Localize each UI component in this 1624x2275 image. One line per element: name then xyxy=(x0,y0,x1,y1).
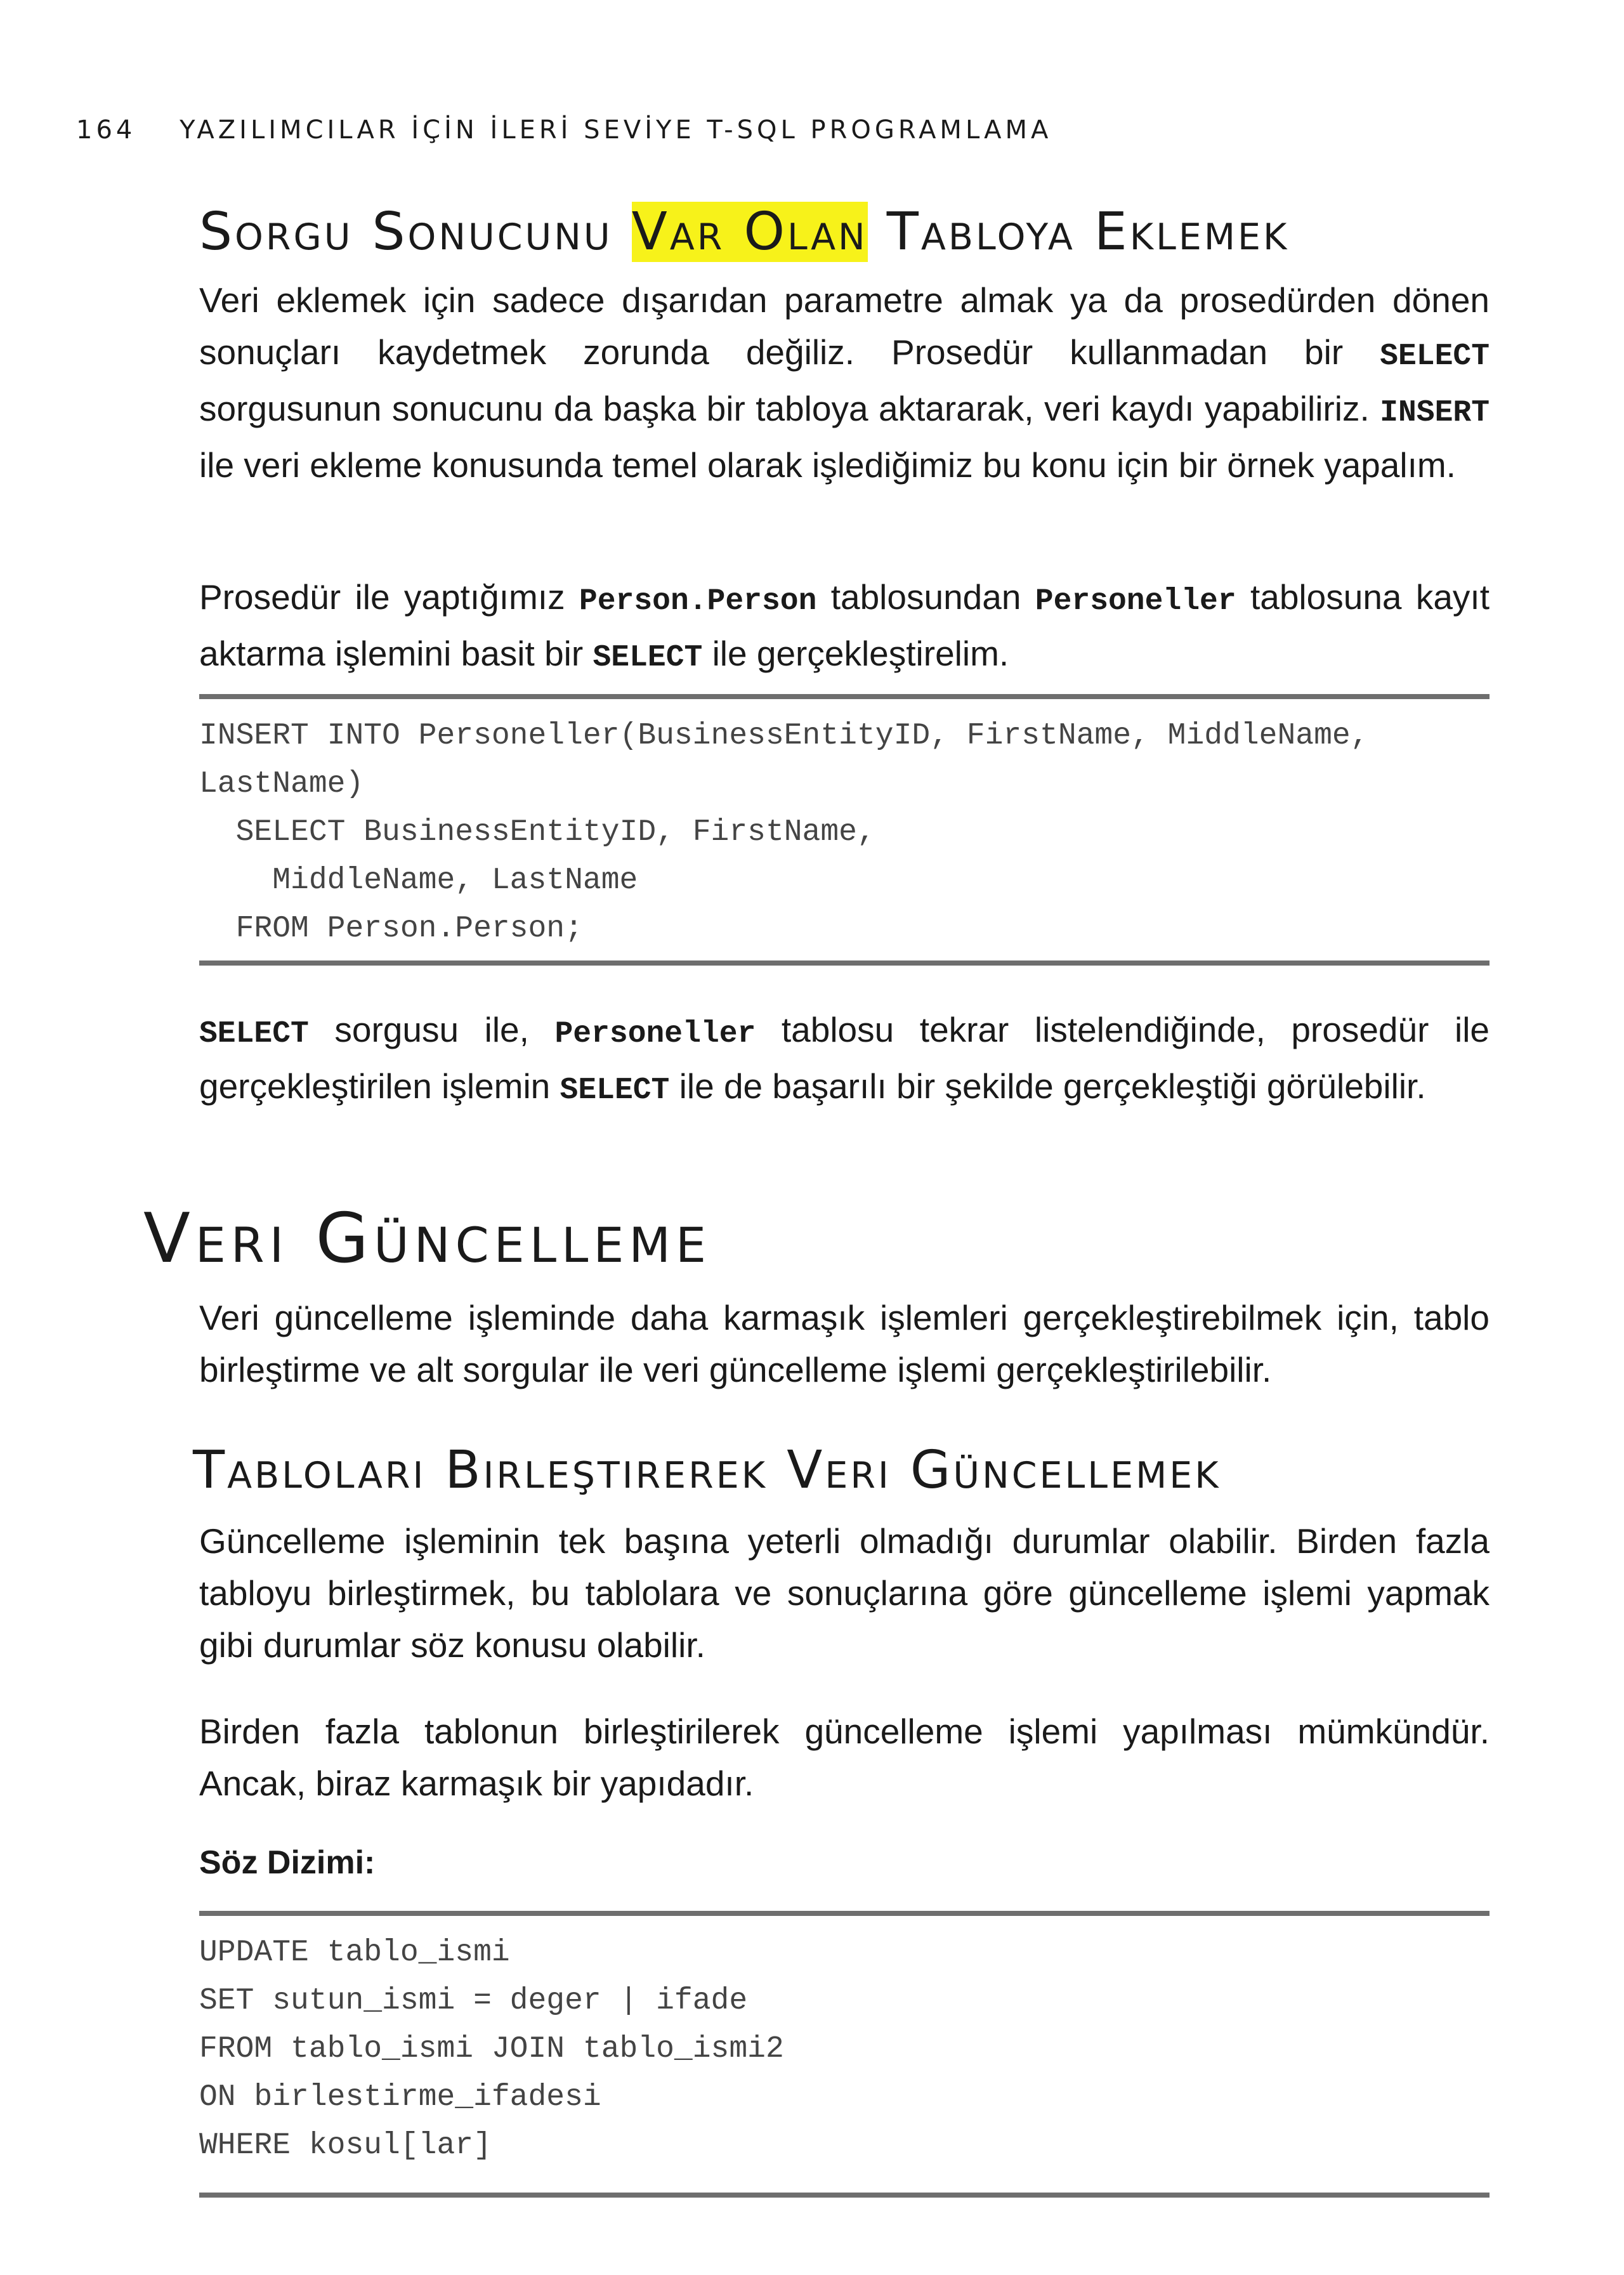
code-block-bottom-rule xyxy=(199,960,1490,966)
paragraph xyxy=(199,571,1490,684)
paragraph: Birden fazla tablonun birleştirilerek güncelleme işlemi yapılması mümkündür. Ancak, biraz karmaşık bir yapıdadır. xyxy=(199,1712,1490,1803)
inline-code: Person.Person xyxy=(579,584,817,619)
paragraph xyxy=(199,274,1490,491)
inline-code: SELECT xyxy=(1380,339,1490,374)
paragraph: Güncelleme işleminin tek başına yeterli olmadığı durumlar olabilir. Birden fazla tabloyu birleştirmek, bu tablolara ve sonuçlarına göre güncelleme işlemi yapmak gibi durumlar söz konusu olabilir. xyxy=(199,1521,1490,1665)
text-run: ile veri ekleme konusunda temel olarak işlediğimiz bu konu için bir örnek yapalım. xyxy=(199,445,1456,485)
heading-part-after: Tabloya Eklemek xyxy=(867,202,1290,262)
code-block-top-rule xyxy=(199,1911,1490,1916)
text-run: ile de başarılı bir şekilde gerçekleştiği görülebilir. xyxy=(669,1066,1426,1106)
section-heading-insert-select xyxy=(199,202,1289,262)
code-block-insert-select: INSERT INTO Personeller(BusinessEntityID, FirstName, MiddleName, LastName) SELECT BusinessEntityID, FirstName, MiddleName, LastName FROM Person.Person; xyxy=(199,719,1369,946)
chapter-heading-veri-guncelleme: Veri Güncelleme xyxy=(143,1199,711,1278)
inline-code: Personeller xyxy=(554,1017,756,1051)
text-run: sorgusu ile, xyxy=(308,1010,555,1049)
text-run: tablosuna kayıt aktarma işlemini basit bir xyxy=(199,577,1490,673)
highlighted-text: Var Olan xyxy=(631,202,868,262)
section-heading-join-update: Tabloları Birleştirerek Veri Güncellemek xyxy=(193,1440,1221,1500)
code-block-update-syntax: UPDATE tablo_ismi SET sutun_ismi = deger | ifade FROM tablo_ismi JOIN tablo_ismi2 ON birlestirme_ifadesi WHERE kosul[lar] xyxy=(199,1936,784,2163)
syntax-label: Söz Dizimi: xyxy=(199,1844,376,1881)
inline-code: SELECT xyxy=(560,1073,670,1108)
running-header xyxy=(76,115,1052,145)
heading-part-before: Sorgu Sonucunu xyxy=(199,202,632,262)
inline-code: SELECT xyxy=(593,641,703,675)
text-run: tablosundan xyxy=(816,577,1035,617)
text-run: ile gerçekleştirelim. xyxy=(702,634,1009,673)
book-title: YAZILIMCILAR İÇİN İLERİ SEVİYE T-SQL PROGRAMLAMA xyxy=(180,115,1052,145)
inline-code: Personeller xyxy=(1035,584,1236,619)
paragraph: Veri güncelleme işleminde daha karmaşık işlemleri gerçekleştirebilmek için, tablo birleştirme ve alt sorgular ile veri güncelleme işlemi gerçekleştirilebilir. xyxy=(199,1298,1490,1389)
text-run: Veri eklemek için sadece dışarıdan parametre almak ya da prosedürden dönen sonuçları kaydetmek zorunda değiliz. Prosedür kullanmadan bir xyxy=(199,280,1490,372)
text-run: sorgusunun sonucunu da başka bir tabloya aktararak, veri kaydı yapabiliriz. xyxy=(199,389,1380,428)
text-run: Prosedür ile yaptığımız xyxy=(199,577,579,617)
paragraph xyxy=(199,1004,1490,1117)
code-block-top-rule xyxy=(199,694,1490,699)
text-run: tablosu tekrar listelendiğinde, prosedür ile gerçekleştirilen işlemin xyxy=(199,1010,1490,1106)
code-block-bottom-rule xyxy=(199,2193,1490,2198)
inline-code: SELECT xyxy=(199,1017,309,1051)
page-number: 164 xyxy=(76,115,136,145)
inline-code: INSERT xyxy=(1380,396,1490,430)
